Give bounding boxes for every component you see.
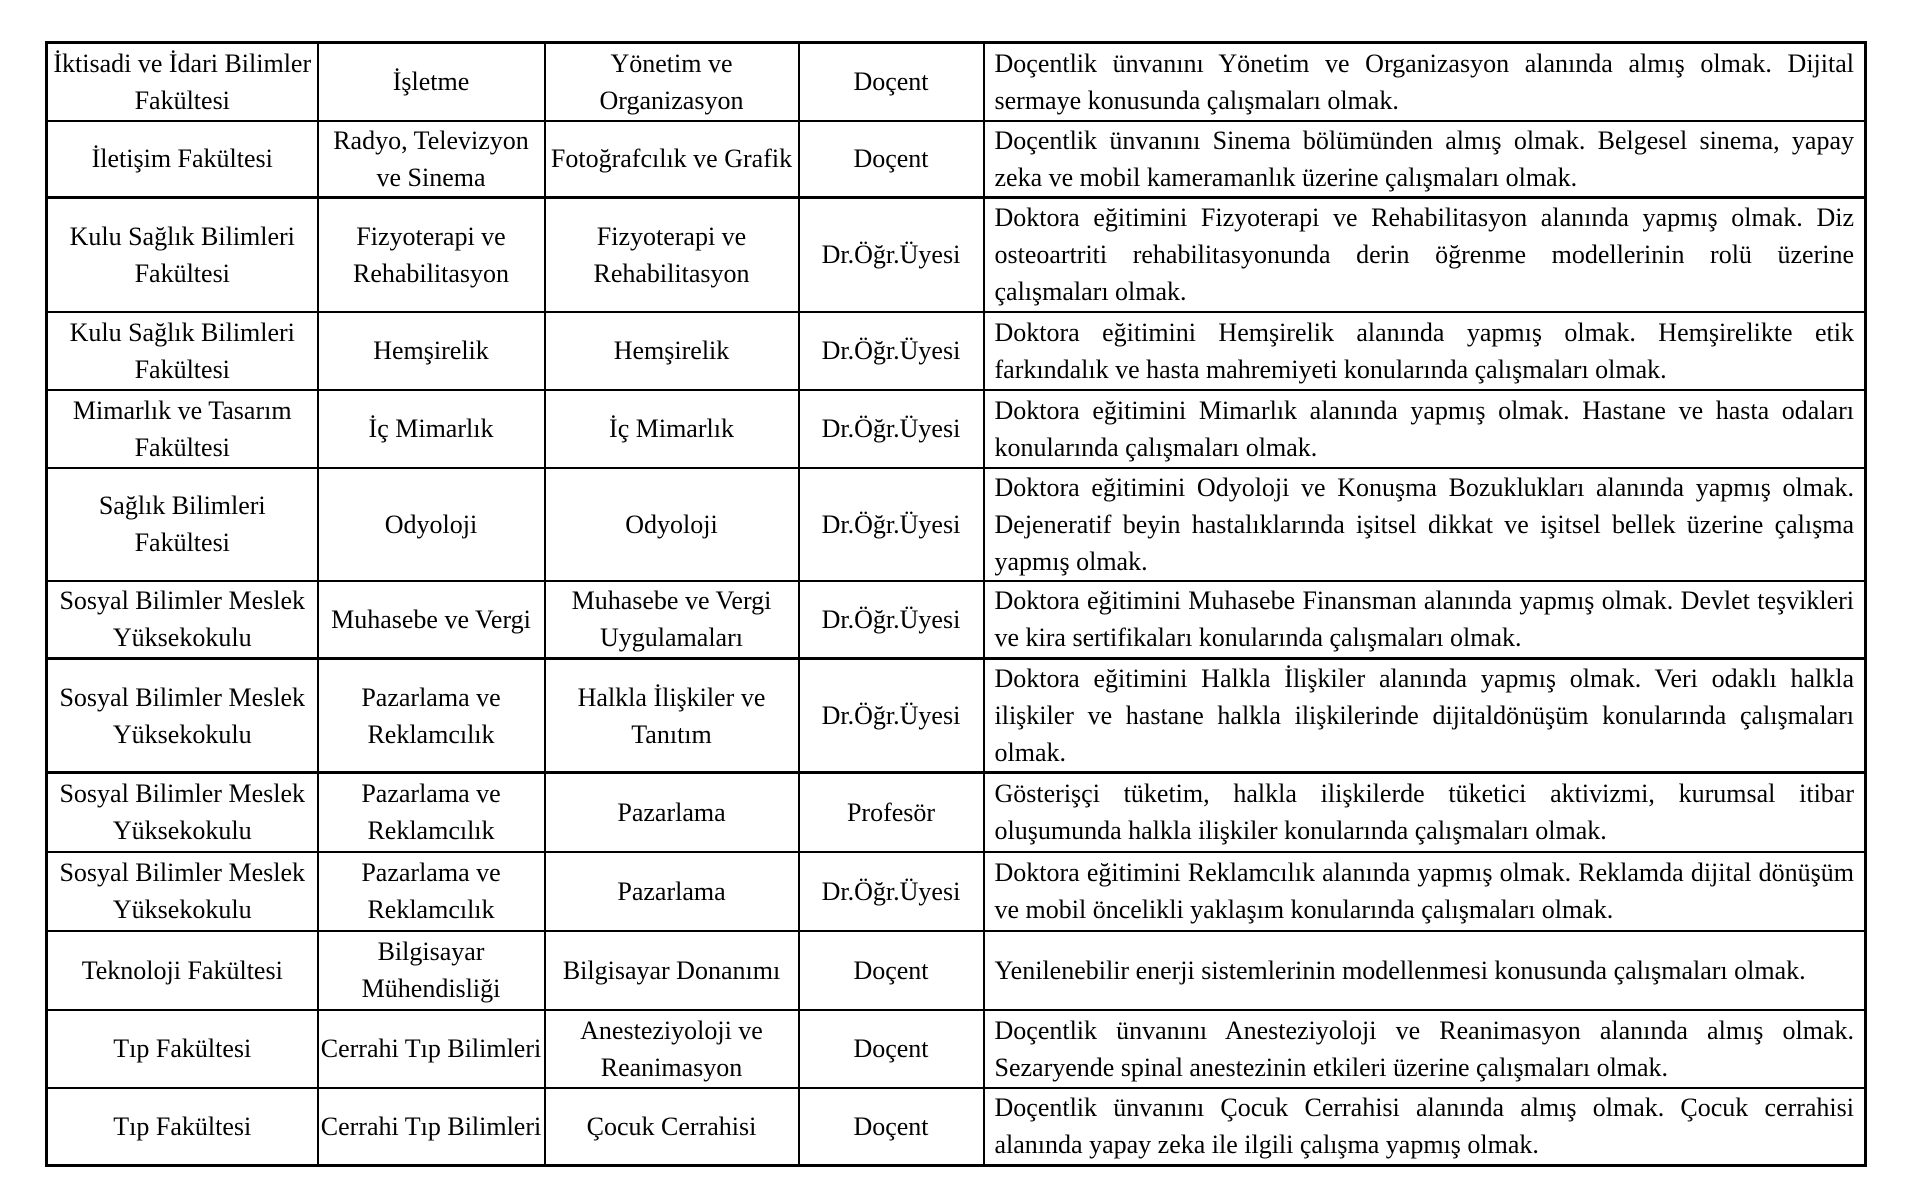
cell-faculty: Tıp Fakültesi xyxy=(47,1010,318,1088)
cell-title: Dr.Öğr.Üyesi xyxy=(799,581,984,659)
cell-title: Dr.Öğr.Üyesi xyxy=(799,852,984,931)
cell-department: Bilgisayar Mühendisliği xyxy=(318,931,545,1010)
cell-requirement: Doktora eğitimini Odyoloji ve Konuşma Bozuklukları alanında yapmış olmak. Dejeneratif beyin hastalıklarında işitsel dikkat ve işitsel bellek üzerine çalışma yapmış olmak. xyxy=(984,468,1866,581)
cell-field: İç Mimarlık xyxy=(545,390,799,468)
cell-department: Hemşirelik xyxy=(318,312,545,390)
cell-title: Doçent xyxy=(799,121,984,198)
cell-department: Pazarlama ve Reklamcılık xyxy=(318,659,545,773)
cell-title: Dr.Öğr.Üyesi xyxy=(799,312,984,390)
cell-field: Fotoğrafcılık ve Grafik xyxy=(545,121,799,198)
cell-title: Dr.Öğr.Üyesi xyxy=(799,198,984,312)
table-row xyxy=(47,43,1866,121)
cell-title: Doçent xyxy=(799,1010,984,1088)
table-row xyxy=(47,1088,1866,1166)
table-row xyxy=(47,773,1866,852)
positions-table xyxy=(45,41,1867,1167)
cell-faculty: Kulu Sağlık Bilimleri Fakültesi xyxy=(47,198,318,312)
cell-requirement: Doçentlik ünvanını Sinema bölümünden almış olmak. Belgesel sinema, yapay zeka ve mobil kameramanlık üzerine çalışmaları olmak. xyxy=(984,121,1866,198)
cell-department: İç Mimarlık xyxy=(318,390,545,468)
cell-field: Hemşirelik xyxy=(545,312,799,390)
cell-title: Profesör xyxy=(799,773,984,852)
cell-field: Anesteziyoloji ve Reanimasyon xyxy=(545,1010,799,1088)
cell-field: Odyoloji xyxy=(545,468,799,581)
table-row xyxy=(47,931,1866,1010)
cell-department: İşletme xyxy=(318,43,545,121)
cell-title: Dr.Öğr.Üyesi xyxy=(799,390,984,468)
cell-faculty: Sosyal Bilimler Meslek Yüksekokulu xyxy=(47,581,318,659)
cell-title: Dr.Öğr.Üyesi xyxy=(799,659,984,773)
cell-department: Fizyoterapi ve Rehabilitasyon xyxy=(318,198,545,312)
cell-field: Muhasebe ve Vergi Uygulamaları xyxy=(545,581,799,659)
cell-faculty: Sağlık Bilimleri Fakültesi xyxy=(47,468,318,581)
cell-faculty: Mimarlık ve Tasarım Fakültesi xyxy=(47,390,318,468)
cell-faculty: Teknoloji Fakültesi xyxy=(47,931,318,1010)
cell-title: Doçent xyxy=(799,1088,984,1166)
cell-faculty: Sosyal Bilimler Meslek Yüksekokulu xyxy=(47,659,318,773)
cell-field: Pazarlama xyxy=(545,773,799,852)
cell-department: Odyoloji xyxy=(318,468,545,581)
cell-field: Fizyoterapi ve Rehabilitasyon xyxy=(545,198,799,312)
cell-department: Pazarlama ve Reklamcılık xyxy=(318,773,545,852)
cell-field: Bilgisayar Donanımı xyxy=(545,931,799,1010)
cell-requirement: Doktora eğitimini Muhasebe Finansman alanında yapmış olmak. Devlet teşvikleri ve kira sertifikaları konularında çalışmaları olmak. xyxy=(984,581,1866,659)
cell-requirement: Gösterişçi tüketim, halkla ilişkilerde tüketici aktivizmi, kurumsal itibar oluşumunda halkla ilişkiler konularında çalışmaları olmak. xyxy=(984,773,1866,852)
cell-title: Doçent xyxy=(799,43,984,121)
cell-department: Cerrahi Tıp Bilimleri xyxy=(318,1088,545,1166)
cell-department: Cerrahi Tıp Bilimleri xyxy=(318,1010,545,1088)
table-row xyxy=(47,852,1866,931)
cell-requirement: Doçentlik ünvanını Anesteziyoloji ve Reanimasyon alanında almış olmak. Sezaryende spinal anestezinin etkileri üzerine çalışmaları olmak. xyxy=(984,1010,1866,1088)
cell-title: Doçent xyxy=(799,931,984,1010)
cell-title: Dr.Öğr.Üyesi xyxy=(799,468,984,581)
cell-department: Radyo, Televizyon ve Sinema xyxy=(318,121,545,198)
cell-faculty: Sosyal Bilimler Meslek Yüksekokulu xyxy=(47,773,318,852)
table-row xyxy=(47,1010,1866,1088)
table-row xyxy=(47,312,1866,390)
cell-requirement: Doktora eğitimini Halkla İlişkiler alanında yapmış olmak. Veri odaklı halkla ilişkiler ve hastane halkla ilişkilerinde dijitaldönüşüm konularında çalışmaları olmak. xyxy=(984,659,1866,773)
cell-field: Yönetim ve Organizasyon xyxy=(545,43,799,121)
table-row xyxy=(47,198,1866,312)
cell-requirement: Doçentlik ünvanını Çocuk Cerrahisi alanında almış olmak. Çocuk cerrahisi alanında yapay zeka ile ilgili çalışma yapmış olmak. xyxy=(984,1088,1866,1166)
cell-requirement: Doçentlik ünvanını Yönetim ve Organizasyon alanında almış olmak. Dijital sermaye konusunda çalışmaları olmak. xyxy=(984,43,1866,121)
cell-requirement: Doktora eğitimini Reklamcılık alanında yapmış olmak. Reklamda dijital dönüşüm ve mobil öncelikli yaklaşım konularında çalışmaları olmak. xyxy=(984,852,1866,931)
table-row xyxy=(47,390,1866,468)
cell-department: Pazarlama ve Reklamcılık xyxy=(318,852,545,931)
table-row xyxy=(47,121,1866,198)
table-row xyxy=(47,581,1866,659)
cell-faculty: Kulu Sağlık Bilimleri Fakültesi xyxy=(47,312,318,390)
cell-faculty: Sosyal Bilimler Meslek Yüksekokulu xyxy=(47,852,318,931)
table-row xyxy=(47,468,1866,581)
cell-department: Muhasebe ve Vergi xyxy=(318,581,545,659)
cell-faculty: Tıp Fakültesi xyxy=(47,1088,318,1166)
cell-requirement: Yenilenebilir enerji sistemlerinin modellenmesi konusunda çalışmaları olmak. xyxy=(984,931,1866,1010)
cell-requirement: Doktora eğitimini Fizyoterapi ve Rehabilitasyon alanında yapmış olmak. Diz osteoartriti rehabilitasyonunda derin öğrenme modellerinin rolü üzerine çalışmaları olmak. xyxy=(984,198,1866,312)
cell-field: Pazarlama xyxy=(545,852,799,931)
cell-faculty: İktisadi ve İdari Bilimler Fakültesi xyxy=(47,43,318,121)
cell-field: Çocuk Cerrahisi xyxy=(545,1088,799,1166)
cell-requirement: Doktora eğitimini Hemşirelik alanında yapmış olmak. Hemşirelikte etik farkındalık ve hasta mahremiyeti konularında çalışmaları olmak. xyxy=(984,312,1866,390)
cell-field: Halkla İlişkiler ve Tanıtım xyxy=(545,659,799,773)
cell-faculty: İletişim Fakültesi xyxy=(47,121,318,198)
cell-requirement: Doktora eğitimini Mimarlık alanında yapmış olmak. Hastane ve hasta odaları konularında çalışmaları olmak. xyxy=(984,390,1866,468)
table-row xyxy=(47,659,1866,773)
